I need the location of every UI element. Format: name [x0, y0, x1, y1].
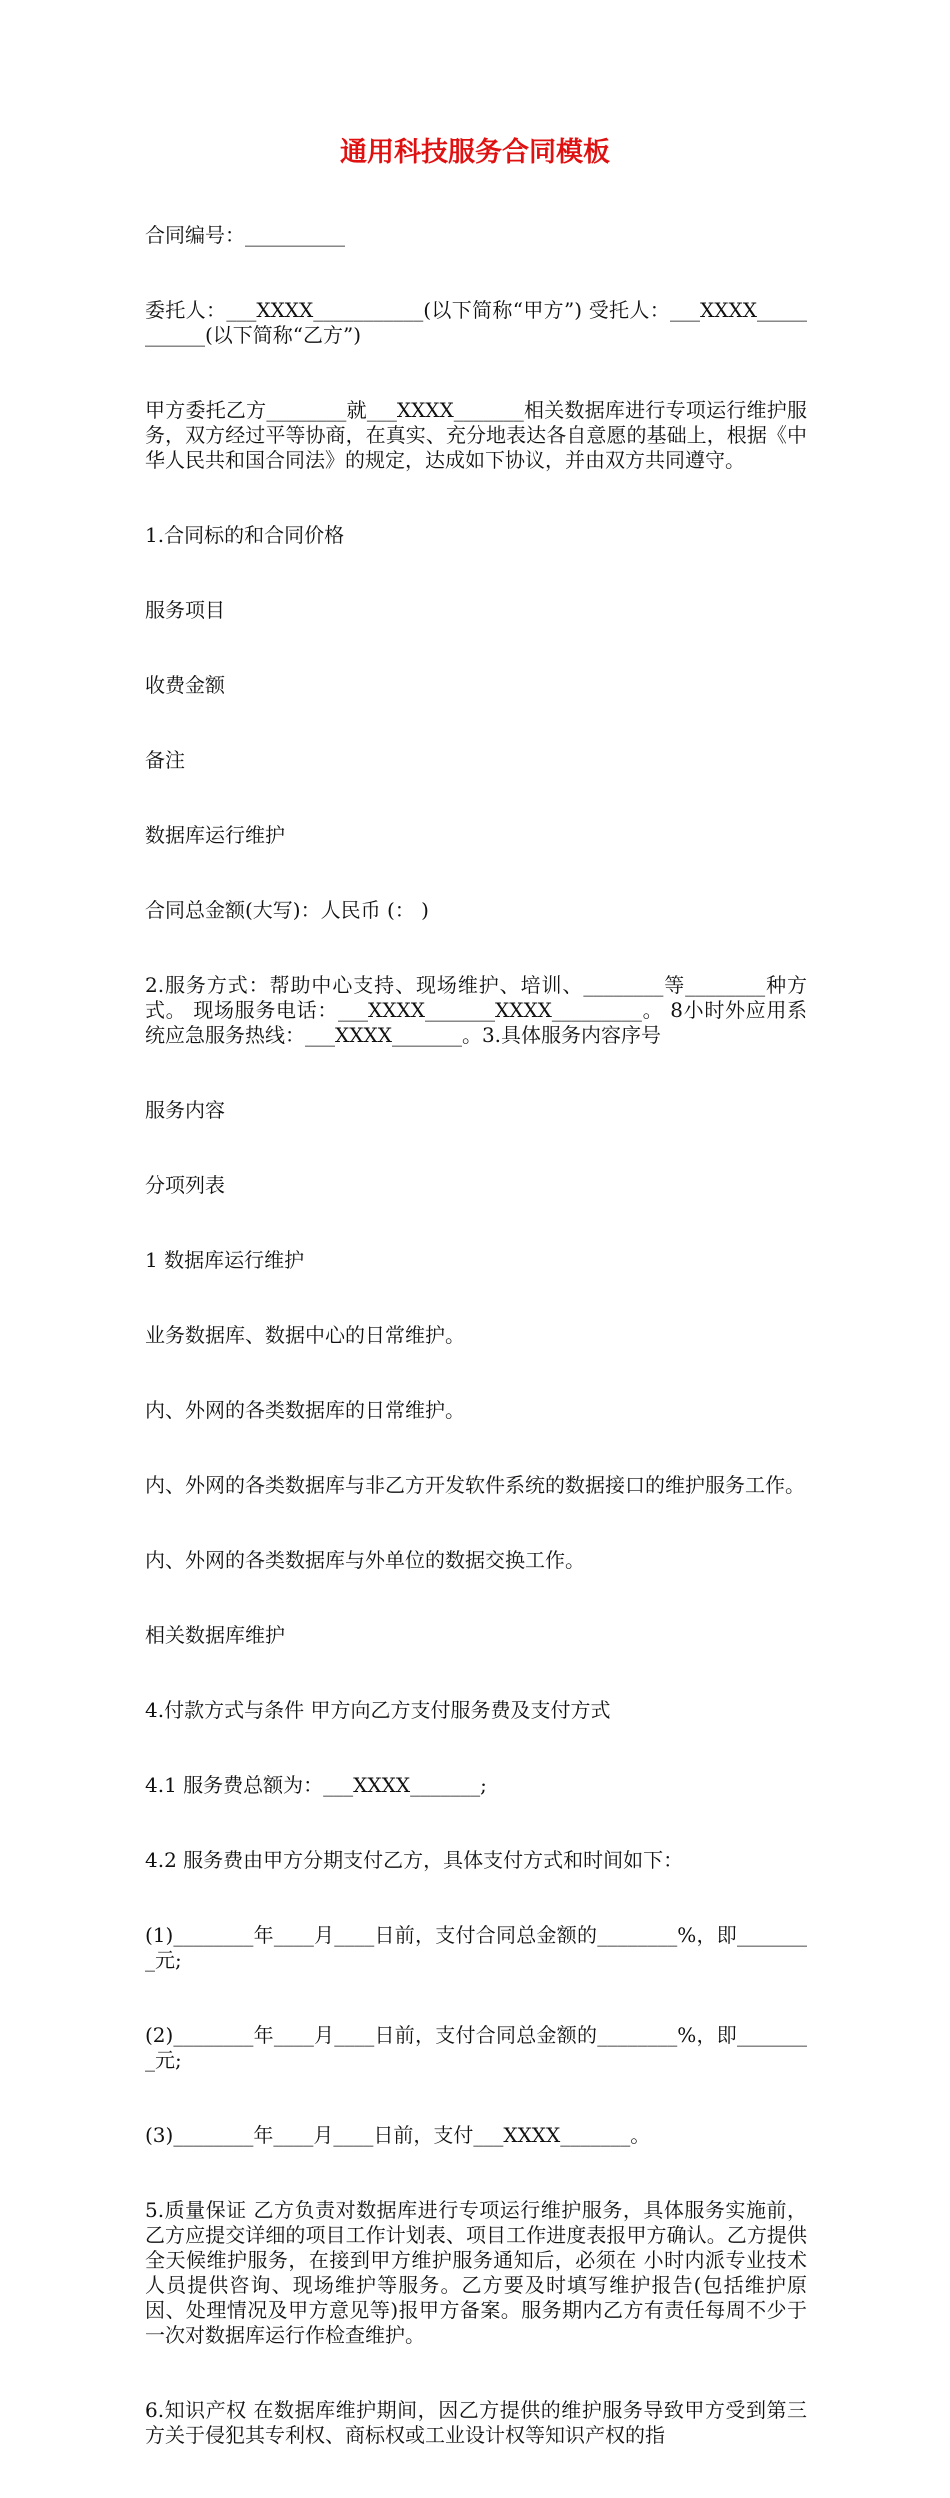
clause-4-2: 4.2 服务费由甲方分期支付乙方，具体支付方式和时间如下： — [145, 1848, 684, 1872]
table-header-item-list: 分项列表 — [145, 1173, 225, 1197]
document-body — [145, 173, 807, 2498]
section-6-ip: 6.知识产权 在数据库维护期间，因乙方提供的维护服务导致甲方受到第三方关于侵犯其专利权、商标权或工业设计权等知识产权的指 — [145, 2398, 807, 2447]
contract-number: 合同编号：__________ — [145, 223, 345, 247]
installment-2: (2)________年____月____日前，支付合同总金额的________%，即________元; — [145, 2023, 807, 2072]
table-header-remarks: 备注 — [145, 748, 185, 772]
section-1-heading: 1.合同标的和合同价格 — [145, 523, 345, 547]
section-4-heading: 4.付款方式与条件 甲方向乙方支付服务费及支付方式 — [145, 1698, 611, 1722]
table-header-service-item: 服务项目 — [145, 598, 225, 622]
service-item: 内、外网的各类数据库与外单位的数据交换工作。 — [145, 1548, 585, 1572]
table-header-service-content: 服务内容 — [145, 1098, 225, 1122]
parties-line: 委托人：___XXXX___________(以下简称“甲方”) 受托人：___XXXX___________(以下简称“乙方”) — [145, 298, 807, 347]
installment-1: (1)________年____月____日前，支付合同总金额的________%，即________元; — [145, 1923, 807, 1972]
service-row-1: 1 数据库运行维护 — [145, 1248, 305, 1272]
service-item: 业务数据库、数据中心的日常维护。 — [145, 1323, 465, 1347]
preamble: 甲方委托乙方________就___XXXX_______相关数据库进行专项运行维护服务，双方经过平等协商，在真实、充分地表达各自意愿的基础上，根据《中华人民共和国合同法》的规定，达成如下协议，并由双方共同遵守。 — [145, 398, 807, 472]
table-header-fee: 收费金额 — [145, 673, 225, 697]
section-5-quality: 5.质量保证 乙方负责对数据库进行专项运行维护服务，具体服务实施前，乙方应提交详细的项目工作计划表、项目工作进度表报甲方确认。乙方提供全天候维护服务，在接到甲方维护服务通知后，必须在 小时内派专业技术人员提供咨询、现场维护等服务。乙方要及时填写维护报告(包括维护原因、处理情况及甲方意见等)报甲方备案。服务期内乙方有责任每周不少于一次对数据库运行作检查维护。 — [145, 2198, 807, 2347]
table-cell-db-maintenance: 数据库运行维护 — [145, 823, 285, 847]
installment-3: (3)________年____月____日前，支付___XXXX_______。 — [145, 2123, 651, 2147]
clause-4-1: 4.1 服务费总额为：___XXXX_______; — [145, 1773, 487, 1797]
total-amount: 合同总金额(大写)：人民币 (： ) — [145, 898, 429, 922]
section-2-service-mode: 2.服务方式：帮助中心支持、现场维护、培训、________等________种方式。 现场服务电话：___XXXX_______XXXX_________。 8小时外应用系统应急服务热线：___XXXX_______。3.具体服务内容序号 — [145, 973, 807, 1047]
service-item: 内、外网的各类数据库与非乙方开发软件系统的数据接口的维护服务工作。 — [145, 1473, 805, 1497]
service-item: 内、外网的各类数据库的日常维护。 — [145, 1398, 465, 1422]
document-title: 通用科技服务合同模板 — [340, 137, 610, 168]
service-item: 相关数据库维护 — [145, 1623, 285, 1647]
